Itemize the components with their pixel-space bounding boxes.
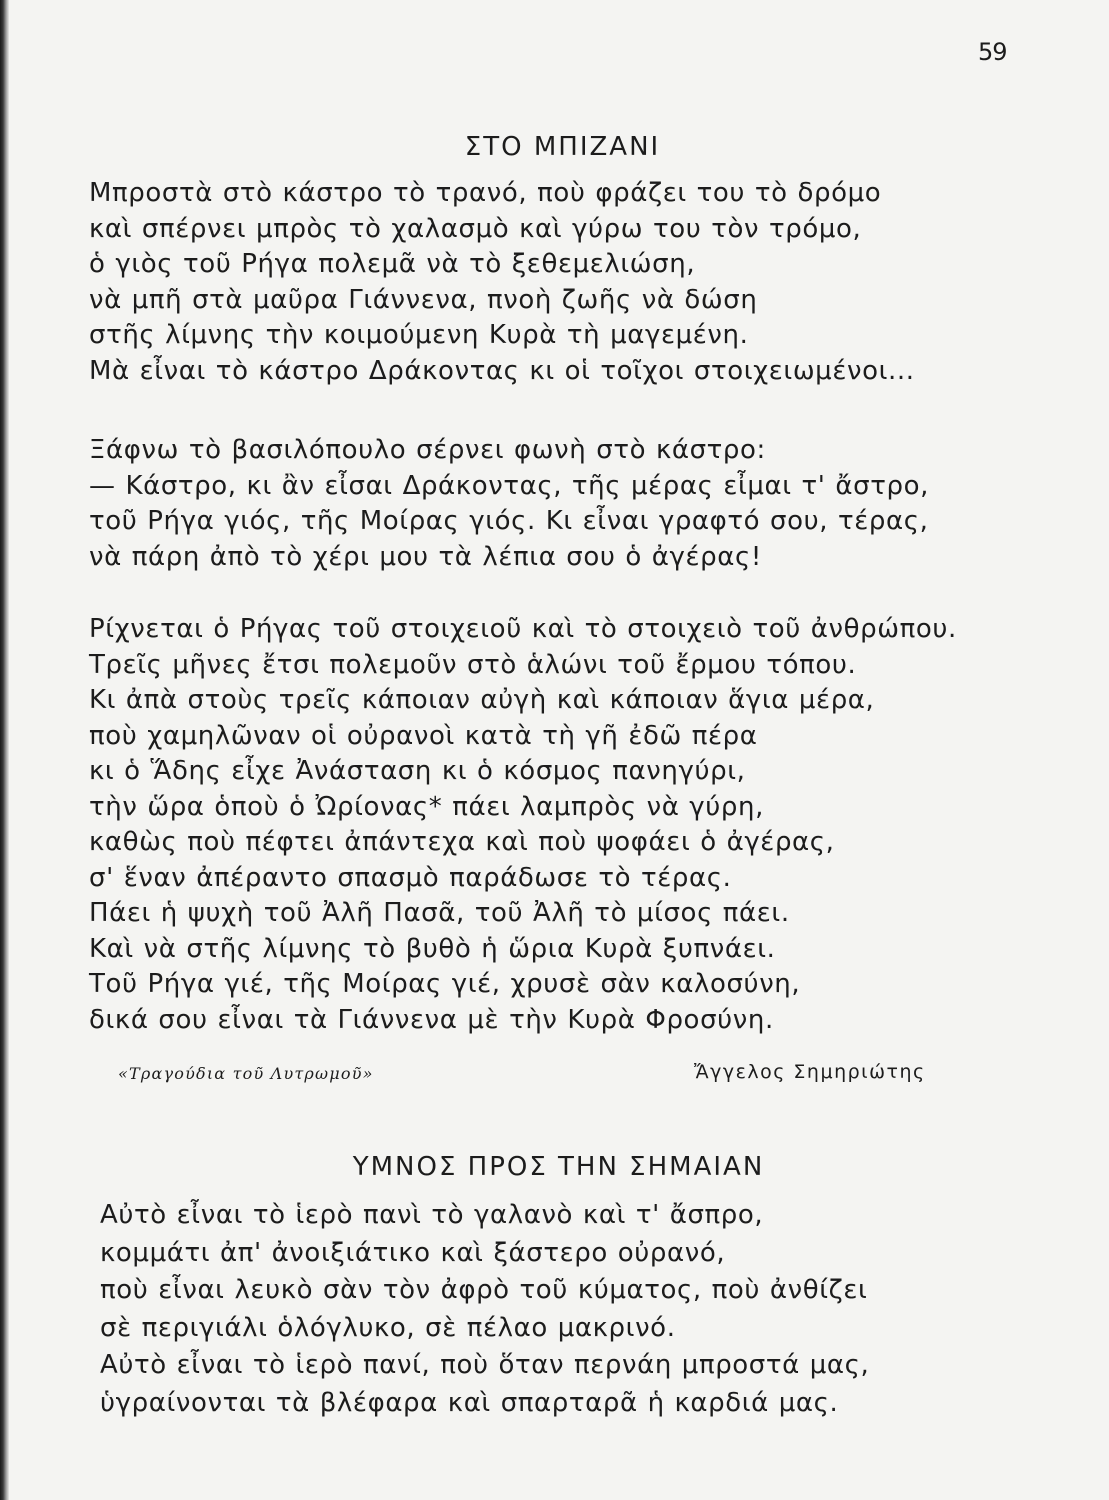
poem-title: ΥΜΝΟΣ ΠΡΟΣ ΤΗΝ ΣΗΜΑΙΑΝ <box>352 1152 765 1183</box>
poem-line: Τοῦ Ρήγα γιέ, τῆς Μοίρας γιέ, χρυσὲ σὰν καλοσύνη, <box>89 969 801 999</box>
poem-line: στῆς λίμνης τὴν κοιμούμενη Κυρὰ τὴ μαγεμένη. <box>89 320 749 350</box>
poem-line: Πάει ἡ ψυχὴ τοῦ Ἀλῆ Πασᾶ, τοῦ Ἀλῆ τὸ μίσος πάει. <box>89 898 790 928</box>
page-number: 59 <box>978 38 1007 66</box>
poem-line: — Κάστρο, κι ἂν εἶσαι Δράκοντας, τῆς μέρας εἶμαι τ' ἄστρο, <box>89 470 929 501</box>
poem-line: νὰ πάρη ἀπὸ τὸ χέρι μου τὰ λέπια σου ὁ ἀγέρας! <box>89 541 762 572</box>
poem-line: ποὺ χαμηλῶναν οἱ οὐρανοὶ κατὰ τὴ γῆ ἐδῶ πέρα <box>89 720 758 751</box>
poem-line: Μπροστὰ στὸ κάστρο τὸ τρανό, ποὺ φράζει του τὸ δρόμο <box>89 178 882 208</box>
poem-stanza <box>100 1197 869 1422</box>
page-binding-edge <box>0 0 9 1500</box>
poem-line: κομμάτι ἀπ' ἀνοιξιάτικο καὶ ξάστερο οὐρανό, <box>100 1237 726 1268</box>
poem-line: τὴν ὥρα ὁποὺ ὁ Ὠρίονας* πάει λαμπρὸς νὰ γύρη, <box>89 791 764 822</box>
poem-line: ὁ γιὸς τοῦ Ρήγα πολεμᾶ νὰ τὸ ξεθεμελιώση, <box>89 249 696 279</box>
poem-line: Μὰ εἶναι τὸ κάστρο Δράκοντας κι οἱ τοῖχοι στοιχειωμένοι... <box>89 355 915 386</box>
poem-line: καὶ σπέρνει μπρὸς τὸ χαλασμὸ καὶ γύρω του τὸν τρόμο, <box>89 213 862 244</box>
poem-line: Κι ἀπὰ στοὺς τρεῖς κάποιαν αὐγὴ καὶ κάποιαν ἅγια μέρα, <box>89 685 875 715</box>
poem-stanza <box>89 433 929 575</box>
poem-line: Ρίχνεται ὁ Ρήγας τοῦ στοιχειοῦ καὶ τὸ στοιχειὸ τοῦ ἀνθρώπου. <box>89 614 957 644</box>
poem-line: τοῦ Ρήγα γιός, τῆς Μοίρας γιός. Κι εἶναι γραφτό σου, τέρας, <box>89 506 929 536</box>
poem-line: δικά σου εἶναι τὰ Γιάννενα μὲ τὴν Κυρὰ Φροσύνη. <box>89 1004 774 1035</box>
poem-line: ποὺ εἶναι λευκὸ σὰν τὸν ἀφρὸ τοῦ κύματος, ποὺ ἀνθίζει <box>100 1275 868 1305</box>
poem-source: «Τραγούδια τοῦ Λυτρωμοῦ» <box>118 1064 374 1083</box>
poem-author: Ἄγγελος Σημηριώτης <box>694 1061 926 1083</box>
poem-title: ΣΤΟ ΜΠΙΖΑΝΙ <box>464 132 661 163</box>
poem-line: καθὼς ποὺ πέφτει ἀπάντεχα καὶ ποὺ ψοφάει ὁ ἀγέρας, <box>89 827 835 857</box>
poem-line: σ' ἕναν ἀπέραντο σπασμὸ παράδωσε τὸ τέρας. <box>89 862 732 893</box>
poem-stanza <box>89 612 957 1038</box>
poem-line: Καὶ νὰ στῆς λίμνης τὸ βυθὸ ἡ ὥρια Κυρὰ ξυπνάει. <box>89 933 776 964</box>
poem-line: κι ὁ Ἅδης εἶχε Ἀνάσταση κι ὁ κόσμος πανηγύρι, <box>89 756 746 786</box>
poem-stanza <box>89 176 915 389</box>
poem-line: νὰ μπῆ στὰ μαῦρα Γιάννενα, πνοὴ ζωῆς νὰ δώση <box>89 284 758 315</box>
poem-line: Τρεῖς μῆνες ἔτσι πολεμοῦν στὸ ἁλώνι τοῦ ἔρμου τόπου. <box>89 649 857 680</box>
poem-line: Ξάφνω τὸ βασιλόπουλο σέρνει φωνὴ στὸ κάστρο: <box>89 435 766 465</box>
poem-line: Αὐτὸ εἶναι τὸ ἱερὸ πανί, ποὺ ὅταν περνάη μπροστά μας, <box>100 1350 870 1380</box>
poem-line: ὑγραίνονται τὰ βλέφαρα καὶ σπαρταρᾶ ἡ καρδιά μας. <box>100 1387 839 1418</box>
poem-line: σὲ περιγιάλι ὁλόγλυκο, σὲ πέλαο μακρινό. <box>100 1312 676 1343</box>
poem-line: Αὐτὸ εἶναι τὸ ἱερὸ πανὶ τὸ γαλανὸ καὶ τ' ἄσπρο, <box>100 1200 764 1230</box>
